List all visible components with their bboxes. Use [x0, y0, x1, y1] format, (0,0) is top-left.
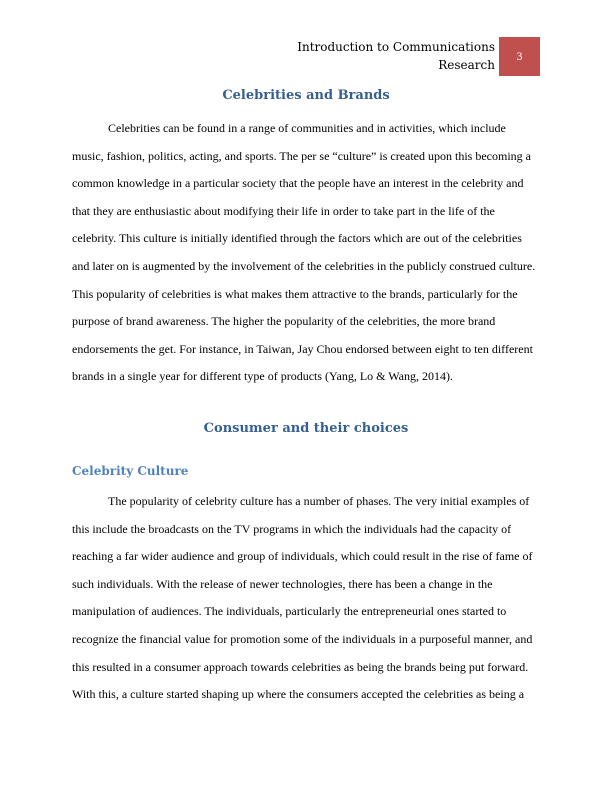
section-heading-celebrities-and-brands: Celebrities and Brands — [222, 88, 390, 103]
paragraph-line: this include the broadcasts on the TV programs in which the individuals had the capacity of — [72, 521, 512, 536]
paragraph-line: manipulation of audiences. The individuals, particularly the entrepreneurial ones started to — [72, 604, 507, 619]
paragraph-line: purpose of brand awareness. The higher the popularity of the celebrities, the more brand — [72, 314, 496, 329]
paragraph-line: and later on is augmented by the involvement of the celebrities in the publicly construed culture. — [72, 258, 536, 273]
paragraph-celebrity-culture — [72, 488, 540, 709]
paragraph-line: common knowledge in a particular society that the people have an interest in the celebrity and — [72, 176, 524, 191]
paragraph-line: brands in a single year for different type of products (Yang, Lo & Wang, 2014). — [72, 369, 453, 384]
paragraph-line: Celebrities can be found in a range of communities and in activities, which include — [108, 121, 506, 135]
paragraph-line: The popularity of celebrity culture has a number of phases. The very initial examples of — [108, 494, 530, 508]
paragraph-celebrities-and-brands — [72, 115, 540, 391]
paragraph-line: such individuals. With the release of newer technologies, there has been a change in the — [72, 576, 493, 591]
subheading-celebrity-culture: Celebrity Culture — [72, 464, 189, 478]
paragraph-line: recognize the financial value for promotion some of the individuals in a purposeful manner, and — [72, 631, 533, 646]
section-heading-consumer-choices: Consumer and their choices — [203, 421, 409, 436]
page-number-badge: 3 — [499, 37, 540, 76]
running-header-line-1: Introduction to Communications — [297, 40, 495, 54]
paragraph-line: With this, a culture started shaping up where the consumers accepted the celebrities as being a — [72, 687, 525, 702]
paragraph-line: that they are enthusiastic about modifying their life in order to take part in the life of the — [72, 203, 495, 218]
running-header-line-2: Research — [438, 58, 495, 72]
paragraph-line: music, fashion, politics, acting, and sports. The per se “culture” is created upon this becoming a — [72, 148, 531, 163]
paragraph-line: reaching a far wider audience and group of individuals, which could result in the rise of fame of — [72, 549, 533, 564]
running-header — [297, 38, 495, 74]
paragraph-line: this resulted in a consumer approach towards celebrities as being the brands being put forward. — [72, 659, 529, 674]
paragraph-line: This popularity of celebrities is what makes them attractive to the brands, particularly for the — [72, 286, 518, 301]
paragraph-line: endorsements the get. For instance, in Taiwan, Jay Chou endorsed between eight to ten different — [72, 341, 533, 356]
paragraph-line: celebrity. This culture is initially identified through the factors which are out of the celebrities — [72, 231, 522, 246]
